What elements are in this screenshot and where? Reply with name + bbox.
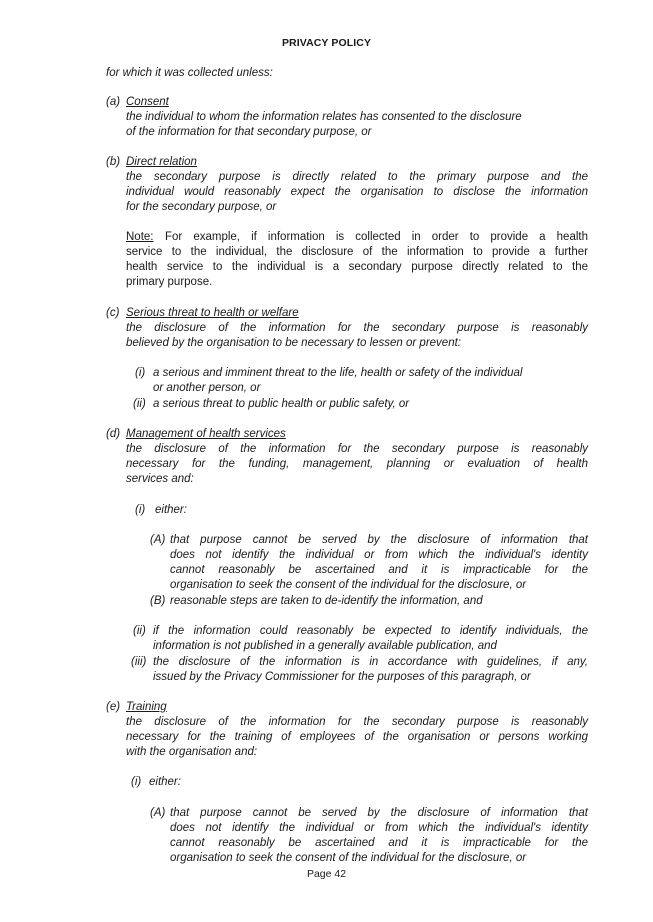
clause-b-note-line: For example, if information is collected in order to provide a health bbox=[165, 231, 588, 243]
clause-b-heading: Direct relation bbox=[126, 156, 197, 168]
clause-c-item-marker: (i) bbox=[135, 367, 146, 379]
clause-c-line: the disclosure of the information for the secondary purpose is reasonably bbox=[126, 322, 588, 334]
clause-c-item-line: or another person, or bbox=[153, 382, 261, 394]
clause-e-A-line: that purpose cannot be served by the disclosure of information that bbox=[170, 807, 588, 819]
clause-b-note-label: Note: bbox=[126, 231, 154, 243]
clause-e-A-line: does not identify the individual or from which the individual's identity bbox=[170, 822, 588, 834]
clause-d-i-marker: (i) bbox=[135, 504, 146, 516]
clause-e-A-line: cannot reasonably be ascertained and it is impracticable for the bbox=[170, 837, 588, 849]
clause-d-line: services and: bbox=[126, 473, 194, 485]
clause-b-note-line: primary purpose. bbox=[126, 276, 213, 288]
clause-d-A-line: cannot reasonably be ascertained and it is impracticable for the bbox=[170, 564, 588, 576]
clause-d-B-text: reasonable steps are taken to de-identify the information, and bbox=[170, 595, 483, 607]
clause-d-marker: (d) bbox=[106, 428, 121, 440]
clause-d-line: necessary for the funding, management, planning or evaluation of health bbox=[126, 458, 588, 470]
clause-d-A-line: does not identify the individual or from which the individual's identity bbox=[170, 549, 588, 561]
clause-b-line: individual would reasonably expect the organisation to disclose the information bbox=[126, 186, 588, 198]
clause-d-i-text: either: bbox=[155, 504, 187, 516]
clause-d-A-marker: (A) bbox=[150, 534, 166, 546]
clause-d-iii-marker: (iii) bbox=[131, 656, 147, 668]
clause-a-marker: (a) bbox=[106, 96, 121, 108]
clause-e-line: necessary for the training of employees of the organisation or persons working bbox=[126, 731, 588, 743]
clause-c-item-marker: (ii) bbox=[133, 398, 146, 410]
clause-e-heading: Training bbox=[126, 701, 167, 713]
clause-c-item-line: a serious and imminent threat to the life, health or safety of the individual bbox=[153, 367, 523, 379]
clause-b-line: the secondary purpose is directly related to the primary purpose and the bbox=[126, 171, 588, 183]
clause-b-marker: (b) bbox=[106, 156, 121, 168]
clause-b-note-line: service to the individual, the disclosure of the information to provide a further bbox=[126, 246, 588, 258]
clause-e-A-line: organisation to seek the consent of the individual for the disclosure, or bbox=[170, 852, 527, 864]
clause-d-iii-line: the disclosure of the information is in accordance with guidelines, if any, bbox=[153, 656, 588, 668]
clause-e-A-marker: (A) bbox=[150, 807, 166, 819]
clause-d-iii-line: issued by the Privacy Commissioner for the purposes of this paragraph, or bbox=[153, 671, 531, 683]
clause-a-heading: Consent bbox=[126, 96, 169, 108]
clause-a-line: of the information for that secondary purpose, or bbox=[126, 126, 372, 138]
clause-d-heading: Management of health services bbox=[126, 428, 286, 440]
clause-c-marker: (c) bbox=[106, 307, 120, 319]
clause-e-line: with the organisation and: bbox=[126, 746, 258, 758]
page-header: PRIVACY POLICY bbox=[281, 37, 372, 49]
clause-d-A-line: that purpose cannot be served by the disclosure of information that bbox=[170, 534, 588, 546]
clause-e-i-text: either: bbox=[149, 776, 181, 788]
clause-c-item-line: a serious threat to public health or public safety, or bbox=[153, 398, 410, 410]
clause-e-i-marker: (i) bbox=[131, 776, 142, 788]
clause-d-line: the disclosure of the information for the secondary purpose is reasonably bbox=[126, 443, 588, 455]
clause-d-ii-line: if the information could reasonably be expected to identify individuals, the bbox=[153, 625, 588, 637]
clause-a-line: the individual to whom the information relates has consented to the disclosure bbox=[126, 111, 522, 123]
intro-text: for which it was collected unless: bbox=[106, 67, 273, 79]
clause-b-note-line: health service to the individual is a secondary purpose directly related to the bbox=[126, 261, 588, 273]
clause-d-A-line: organisation to seek the consent of the individual for the disclosure, or bbox=[170, 579, 527, 591]
clause-e-line: the disclosure of the information for the secondary purpose is reasonably bbox=[126, 716, 588, 728]
clause-e-marker: (e) bbox=[106, 701, 121, 713]
clause-b-line: for the secondary purpose, or bbox=[126, 201, 277, 213]
clause-c-heading: Serious threat to health or welfare bbox=[126, 307, 299, 319]
clause-d-ii-line: information is not published in a generally available publication, and bbox=[153, 640, 497, 652]
clause-c-line: believed by the organisation to be necessary to lessen or prevent: bbox=[126, 337, 461, 349]
clause-d-B-marker: (B) bbox=[150, 595, 166, 607]
page-number: Page 42 bbox=[306, 868, 347, 880]
clause-d-ii-marker: (ii) bbox=[133, 625, 146, 637]
